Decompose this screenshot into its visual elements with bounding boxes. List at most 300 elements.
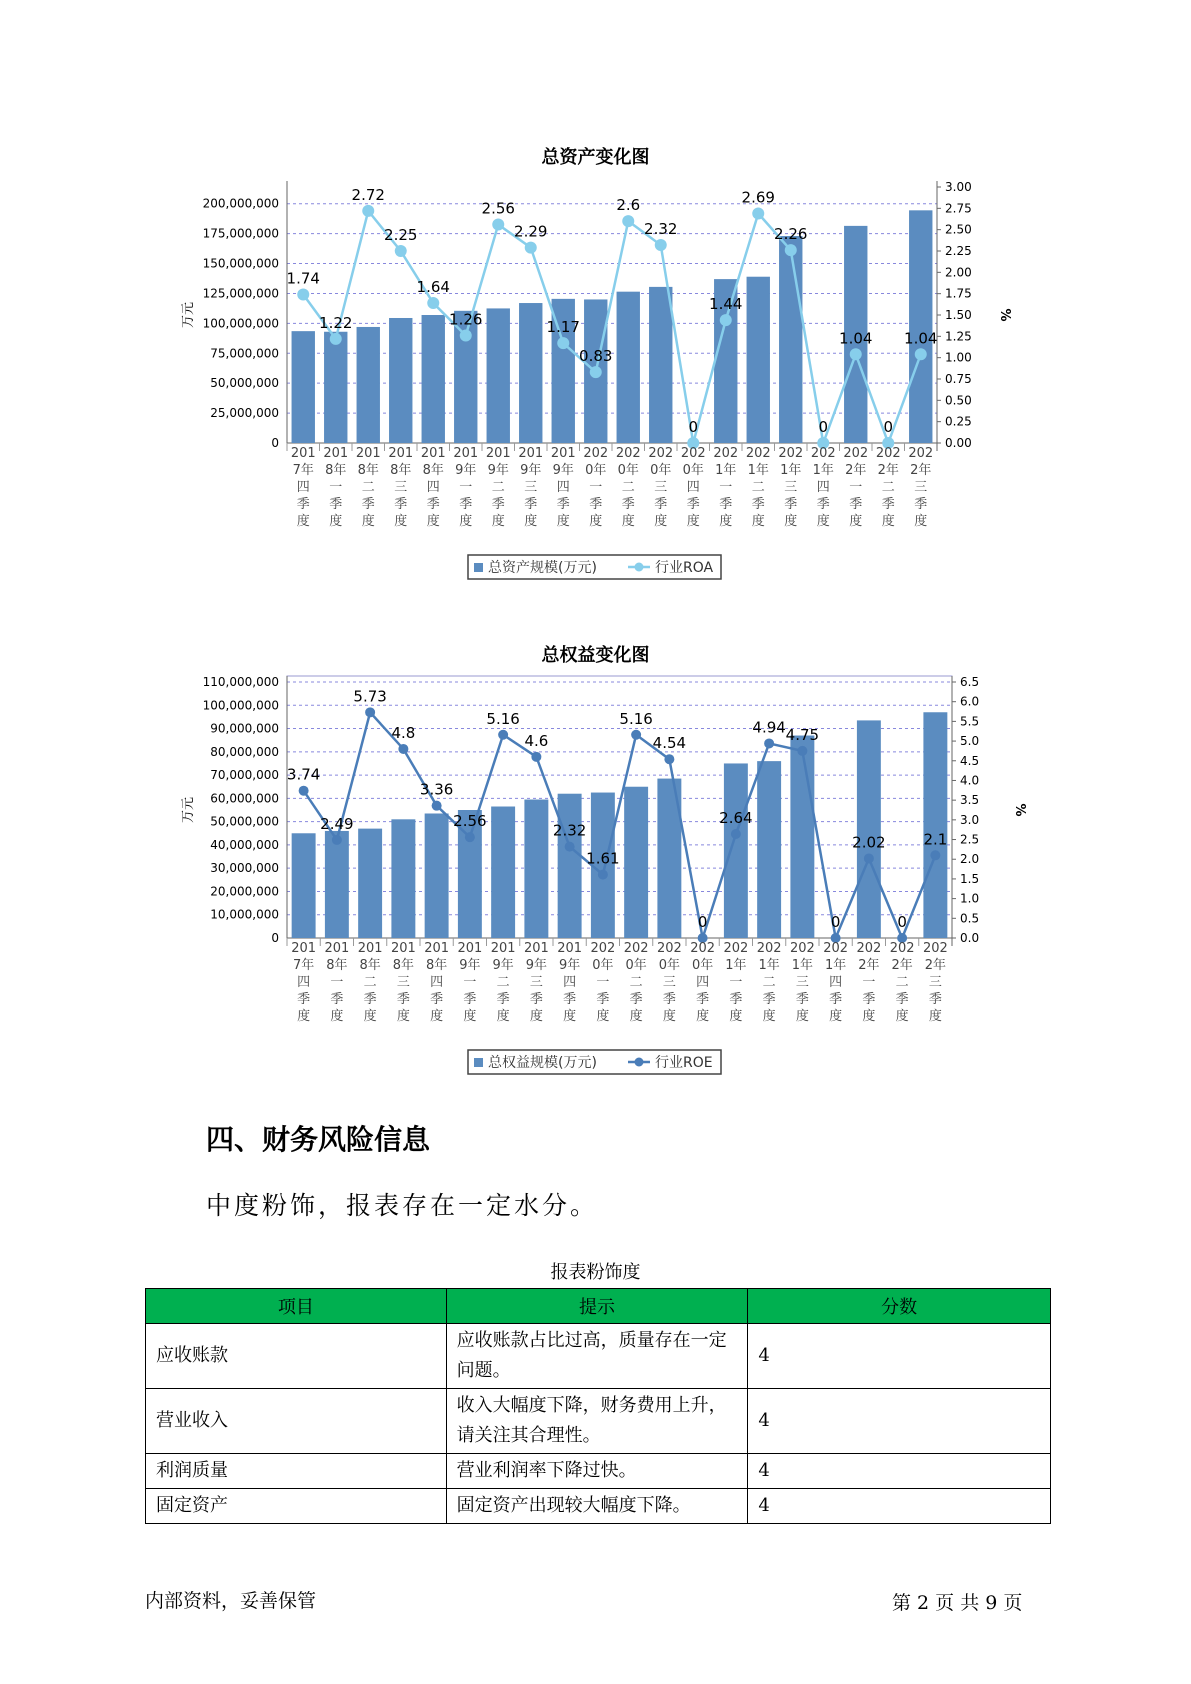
x-tick-label: 四 — [426, 480, 440, 495]
x-tick-label: 9年 — [459, 958, 481, 973]
x-tick-label: 四 — [829, 975, 843, 990]
x-tick-label: 9年 — [558, 958, 581, 973]
x-tick-label: 季 — [361, 497, 375, 512]
x-tick-label: 季 — [762, 992, 776, 1007]
x-tick-label: 度 — [784, 514, 798, 529]
x-tick-label: 季 — [491, 497, 505, 512]
y-tick-label: 30,000,000 — [210, 861, 279, 876]
section-summary: 中度粉饰，报表存在一定水分。 — [206, 1191, 599, 1220]
x-tick-label: 度 — [589, 514, 603, 529]
x-tick-label: 度 — [662, 1009, 676, 1024]
x-tick-label: 201 — [457, 941, 483, 956]
data-label: 0 — [830, 913, 841, 931]
x-tick-label: 季 — [881, 497, 895, 512]
data-label: 2.64 — [719, 809, 753, 828]
x-tick-label: 季 — [556, 497, 570, 512]
footer-confidential: 内部资料，妥善保管 — [145, 1590, 317, 1612]
y-tick-label: 175,000,000 — [202, 226, 279, 241]
x-tick-label: 度 — [330, 1009, 344, 1024]
bar — [524, 800, 548, 938]
x-tick-label: 度 — [329, 514, 343, 529]
x-tick-label: 一 — [459, 480, 473, 495]
x-tick-label: 度 — [396, 1009, 410, 1024]
table-row — [146, 1389, 1051, 1454]
x-tick-label: 三 — [524, 480, 538, 495]
x-tick-label: 1年 — [715, 463, 737, 478]
bar — [857, 720, 881, 938]
legend-swatch-point — [635, 1058, 644, 1067]
x-tick-label: 四 — [296, 480, 310, 495]
x-tick-label: 季 — [529, 992, 543, 1007]
y2-tick-label: 6.5 — [960, 675, 980, 689]
data-label: 0 — [688, 418, 699, 436]
y2-tick-label: 4.5 — [960, 753, 980, 768]
line-point — [785, 244, 797, 256]
x-tick-label: 季 — [329, 497, 343, 512]
y-tick-label: 125,000,000 — [202, 286, 279, 301]
y2-tick-label: 1.00 — [945, 350, 972, 365]
risk-table — [145, 1288, 1051, 1524]
x-tick-label: 2年 — [845, 463, 867, 478]
x-tick-label: 201 — [323, 446, 349, 461]
line-point — [590, 366, 602, 378]
row-hint: 应收账款占比过高，质量存在一定问题。 — [446, 1324, 748, 1389]
x-tick-label: 季 — [589, 497, 603, 512]
x-tick-label: 季 — [596, 992, 610, 1007]
data-label: 2.25 — [384, 226, 418, 244]
y2-tick-label: 0.5 — [960, 911, 980, 926]
legend-label-line: 行业ROA — [655, 560, 714, 576]
x-tick-label: 季 — [621, 497, 635, 512]
x-tick-label: 202 — [789, 941, 815, 956]
x-tick-label: 202 — [656, 941, 682, 956]
bar — [558, 794, 582, 938]
x-tick-label: 202 — [713, 446, 739, 461]
x-tick-label: 8年 — [390, 463, 412, 478]
x-tick-label: 1年 — [791, 958, 814, 973]
data-label: 1.61 — [586, 849, 620, 868]
x-tick-label: 8年 — [392, 958, 415, 973]
y2-tick-label: 3.0 — [960, 812, 980, 827]
bar — [649, 287, 672, 443]
line-point — [492, 219, 504, 231]
legend-swatch-bar — [474, 563, 483, 572]
x-tick-label: 9年 — [520, 463, 542, 478]
footer-page-number: 第 2 页 共 9 页 — [892, 1592, 1023, 1614]
y-tick-label: 100,000,000 — [202, 698, 279, 713]
y-tick-label: 25,000,000 — [210, 406, 279, 421]
y-tick-label: 10,000,000 — [210, 907, 279, 922]
x-tick-label: 201 — [485, 446, 511, 461]
data-label: 1.26 — [449, 310, 483, 329]
x-tick-label: 三 — [662, 975, 676, 990]
chart-title-equity: 总权益变化图 — [541, 645, 650, 666]
line-point — [297, 289, 309, 301]
chart-total-equity — [0, 670, 1191, 1090]
x-tick-label: 度 — [629, 1009, 643, 1024]
row-item: 固定资产 — [146, 1489, 447, 1524]
x-tick-label: 度 — [795, 1009, 809, 1024]
x-tick-label: 度 — [529, 1009, 543, 1024]
x-tick-label: 202 — [889, 941, 915, 956]
x-tick-label: 三 — [394, 480, 408, 495]
row-item: 应收账款 — [146, 1324, 447, 1389]
x-tick-label: 0年 — [658, 958, 681, 973]
y-tick-label: 70,000,000 — [210, 768, 279, 783]
x-tick-label: 二 — [496, 975, 510, 990]
x-tick-label: 度 — [297, 1009, 311, 1024]
x-tick-label: 季 — [394, 497, 408, 512]
x-tick-label: 季 — [928, 992, 942, 1007]
line-point — [330, 333, 342, 345]
x-tick-label: 度 — [394, 514, 408, 529]
x-tick-label: 202 — [856, 941, 882, 956]
x-tick-label: 四 — [816, 480, 830, 495]
x-tick-label: 度 — [762, 1009, 776, 1024]
data-label: 2.32 — [552, 821, 587, 840]
data-label: 1.44 — [709, 295, 743, 314]
x-tick-label: 四 — [297, 975, 311, 990]
data-label: 2.56 — [481, 199, 515, 218]
line-point — [850, 348, 862, 360]
chart-title-assets: 总资产变化图 — [541, 147, 650, 168]
x-tick-label: 度 — [556, 514, 570, 529]
x-tick-label: 度 — [563, 1009, 577, 1024]
x-tick-label: 三 — [795, 975, 809, 990]
y2-tick-label: 2.5 — [960, 832, 980, 847]
x-tick-label: 7年 — [292, 958, 315, 973]
data-label: 0 — [818, 418, 829, 436]
x-tick-label: 季 — [463, 992, 477, 1007]
x-tick-label: 8年 — [425, 958, 448, 973]
x-tick-label: 202 — [583, 446, 609, 461]
x-tick-label: 一 — [719, 480, 733, 495]
x-tick-label: 2年 — [858, 958, 880, 973]
bar — [757, 761, 781, 938]
y-tick-label: 50,000,000 — [210, 376, 279, 391]
bar — [491, 807, 515, 938]
x-tick-label: 202 — [843, 446, 869, 461]
x-tick-label: 度 — [686, 514, 700, 529]
y2-tick-label: 1.50 — [945, 308, 972, 322]
y2-tick-label: 3.5 — [960, 793, 980, 808]
y2-tick-label: 1.75 — [945, 286, 972, 301]
x-tick-label: 季 — [895, 992, 909, 1007]
row-item: 利润质量 — [146, 1454, 447, 1489]
y2-tick-label: 2.00 — [945, 265, 972, 280]
y2-tick-label: 2.0 — [960, 852, 980, 867]
x-tick-label: 一 — [849, 480, 863, 495]
line-point — [764, 738, 774, 748]
x-tick-label: 四 — [430, 975, 444, 990]
bar — [324, 332, 347, 443]
x-tick-label: 0年 — [682, 463, 704, 478]
data-label: 3.74 — [286, 765, 321, 784]
data-label: 2.26 — [774, 225, 808, 244]
x-tick-label: 度 — [751, 514, 765, 529]
legend-label-line: 行业ROE — [655, 1055, 713, 1071]
line-point — [752, 207, 764, 219]
x-tick-label: 1年 — [747, 463, 769, 478]
x-tick-label: 度 — [621, 514, 635, 529]
x-tick-label: 季 — [816, 497, 830, 512]
y-tick-label: 60,000,000 — [210, 791, 279, 806]
x-tick-label: 季 — [496, 992, 510, 1007]
x-tick-label: 一 — [329, 480, 343, 495]
data-label: 5.73 — [353, 687, 387, 706]
bar — [358, 829, 382, 938]
x-tick-label: 季 — [363, 992, 377, 1007]
x-tick-label: 二 — [881, 480, 895, 495]
x-tick-label: 季 — [686, 497, 700, 512]
x-tick-label: 季 — [914, 497, 928, 512]
x-tick-label: 度 — [296, 514, 310, 529]
line-point — [655, 239, 667, 251]
data-label: 3.36 — [419, 780, 454, 799]
y-tick-label: 0 — [271, 436, 279, 450]
bar — [487, 308, 510, 443]
y2-tick-label: 0.75 — [945, 372, 972, 386]
x-tick-label: 一 — [463, 975, 477, 990]
row-hint: 收入大幅度下降，财务费用上升，请关注其合理性。 — [446, 1389, 748, 1454]
line-point — [299, 786, 309, 796]
x-tick-label: 度 — [491, 514, 505, 529]
table-row — [146, 1324, 1051, 1389]
x-tick-label: 0年 — [625, 958, 647, 973]
x-tick-label: 202 — [648, 446, 674, 461]
line-point — [531, 752, 541, 762]
x-tick-label: 季 — [629, 992, 643, 1007]
x-tick-label: 202 — [590, 941, 616, 956]
x-tick-label: 季 — [396, 992, 410, 1007]
bar — [391, 819, 415, 938]
x-tick-label: 二 — [363, 975, 377, 990]
x-tick-label: 度 — [928, 1009, 942, 1024]
line-point — [598, 870, 608, 880]
bar — [357, 327, 380, 443]
data-label: 2.72 — [351, 185, 385, 204]
x-tick-label: 201 — [355, 446, 381, 461]
data-label: 1.04 — [904, 329, 938, 348]
x-tick-label: 202 — [615, 446, 641, 461]
line-point — [731, 829, 741, 839]
y-axis-title: 万元 — [181, 301, 196, 329]
x-tick-label: 201 — [490, 941, 516, 956]
line-point — [362, 205, 374, 217]
x-tick-label: 8年 — [326, 958, 348, 973]
x-tick-label: 0年 — [592, 958, 614, 973]
x-tick-label: 201 — [424, 941, 450, 956]
bar — [724, 763, 748, 938]
x-tick-label: 二 — [762, 975, 776, 990]
x-tick-label: 1年 — [824, 958, 847, 973]
x-tick-label: 9年 — [487, 463, 509, 478]
x-tick-label: 202 — [756, 941, 782, 956]
x-tick-label: 201 — [420, 446, 446, 461]
bar — [425, 813, 449, 938]
line-point — [915, 348, 927, 360]
x-tick-label: 度 — [459, 514, 473, 529]
x-tick-label: 二 — [491, 480, 505, 495]
x-tick-label: 度 — [463, 1009, 477, 1024]
x-tick-label: 季 — [330, 992, 344, 1007]
data-label: 5.16 — [486, 709, 520, 728]
x-tick-label: 9年 — [525, 958, 548, 973]
x-tick-label: 季 — [430, 992, 444, 1007]
x-tick-label: 0年 — [691, 958, 714, 973]
x-tick-label: 季 — [426, 497, 440, 512]
x-tick-label: 0年 — [585, 463, 607, 478]
x-tick-label: 8年 — [325, 463, 347, 478]
x-tick-label: 202 — [745, 446, 771, 461]
x-tick-label: 201 — [357, 941, 383, 956]
x-tick-label: 季 — [751, 497, 765, 512]
x-tick-label: 202 — [922, 941, 948, 956]
y2-tick-label: 2.25 — [945, 244, 972, 258]
bar — [292, 331, 315, 443]
x-tick-label: 2年 — [891, 958, 913, 973]
row-score: 4 — [748, 1324, 1051, 1389]
x-tick-label: 季 — [696, 992, 710, 1007]
line-point — [930, 850, 940, 860]
x-tick-label: 一 — [330, 975, 344, 990]
data-label: 1.17 — [546, 318, 580, 337]
y-tick-label: 100,000,000 — [202, 316, 279, 331]
x-tick-label: 202 — [690, 941, 716, 956]
x-tick-label: 季 — [524, 497, 538, 512]
row-score: 4 — [748, 1454, 1051, 1489]
y2-tick-label: 5.0 — [960, 734, 980, 749]
y2-tick-label: 4.0 — [960, 773, 980, 788]
line-point — [864, 853, 874, 863]
chart-total-assets — [0, 175, 1191, 635]
line-point — [498, 730, 508, 740]
x-tick-label: 三 — [928, 975, 942, 990]
x-tick-label: 四 — [686, 480, 700, 495]
x-tick-label: 季 — [862, 992, 876, 1007]
line-point — [622, 215, 634, 227]
data-label: 1.64 — [416, 278, 450, 297]
bar — [923, 712, 947, 938]
x-tick-label: 1年 — [758, 958, 780, 973]
line-point — [565, 842, 575, 852]
x-tick-label: 1年 — [780, 463, 802, 478]
data-label: 4.8 — [391, 723, 416, 742]
x-tick-label: 8年 — [359, 958, 381, 973]
y2-axis-title: % — [1012, 803, 1027, 817]
bar — [325, 831, 349, 938]
header-score: 分数 — [748, 1289, 1051, 1324]
line-point — [525, 242, 537, 254]
x-tick-label: 201 — [291, 941, 317, 956]
line-point — [797, 746, 807, 756]
y2-tick-label: 6.0 — [960, 694, 980, 709]
data-label: 0 — [883, 418, 894, 436]
x-tick-label: 季 — [829, 992, 843, 1007]
x-tick-label: 三 — [914, 480, 928, 495]
data-label: 4.75 — [785, 725, 820, 744]
x-tick-label: 度 — [862, 1009, 876, 1024]
line-point — [432, 801, 442, 811]
y2-tick-label: 2.50 — [945, 222, 972, 237]
line-point — [557, 337, 569, 349]
legend-label-bar: 总权益规模(万元) — [488, 1055, 597, 1071]
y2-tick-label: 0.50 — [945, 393, 972, 408]
data-label: 2.1 — [923, 830, 948, 849]
legend-swatch-bar — [474, 1058, 483, 1067]
data-label: 2.49 — [320, 814, 354, 833]
x-tick-label: 2年 — [924, 958, 947, 973]
row-score: 4 — [748, 1489, 1051, 1524]
line-point — [395, 245, 407, 257]
line-point — [631, 730, 641, 740]
x-tick-label: 季 — [784, 497, 798, 512]
line-point — [460, 329, 472, 341]
x-tick-label: 季 — [459, 497, 473, 512]
x-tick-label: 度 — [696, 1009, 710, 1024]
x-tick-label: 一 — [596, 975, 610, 990]
x-tick-label: 201 — [453, 446, 479, 461]
data-label: 0 — [697, 913, 708, 931]
y2-axis-title: % — [997, 308, 1012, 322]
x-tick-label: 度 — [895, 1009, 909, 1024]
x-tick-label: 一 — [589, 480, 603, 495]
x-tick-label: 季 — [729, 992, 743, 1007]
x-tick-label: 一 — [729, 975, 743, 990]
x-tick-label: 三 — [784, 480, 798, 495]
line-point — [664, 754, 674, 764]
x-tick-label: 9年 — [492, 958, 514, 973]
x-tick-label: 202 — [680, 446, 706, 461]
y-tick-label: 150,000,000 — [202, 256, 279, 271]
x-tick-label: 202 — [810, 446, 836, 461]
x-tick-label: 一 — [862, 975, 876, 990]
data-label: 1.74 — [286, 269, 320, 288]
x-tick-label: 二 — [621, 480, 635, 495]
x-tick-label: 季 — [296, 497, 310, 512]
x-tick-label: 8年 — [422, 463, 444, 478]
bar — [389, 318, 412, 443]
y-tick-label: 90,000,000 — [210, 721, 279, 736]
y-tick-label: 40,000,000 — [210, 837, 279, 852]
y2-tick-label: 1.25 — [945, 329, 972, 344]
x-tick-label: 8年 — [357, 463, 379, 478]
x-tick-label: 1年 — [812, 463, 834, 478]
y-tick-label: 75,000,000 — [210, 346, 279, 361]
x-tick-label: 度 — [596, 1009, 610, 1024]
x-tick-label: 202 — [823, 941, 849, 956]
x-tick-label: 201 — [557, 941, 583, 956]
y2-tick-label: 5.5 — [960, 714, 980, 729]
table-header-row — [146, 1289, 1051, 1324]
x-tick-label: 7年 — [292, 463, 314, 478]
y-tick-label: 0 — [271, 931, 279, 945]
bar — [422, 315, 445, 443]
bar — [292, 833, 316, 938]
x-tick-label: 度 — [881, 514, 895, 529]
data-label: 4.94 — [752, 718, 786, 737]
data-label: 2.02 — [852, 833, 886, 852]
x-tick-label: 季 — [662, 992, 676, 1007]
x-tick-label: 三 — [529, 975, 543, 990]
x-tick-label: 度 — [719, 514, 733, 529]
x-tick-label: 度 — [524, 514, 538, 529]
bar — [617, 292, 640, 443]
y2-tick-label: 2.75 — [945, 201, 972, 216]
x-tick-label: 度 — [430, 1009, 444, 1024]
x-tick-label: 202 — [623, 941, 649, 956]
x-tick-label: 度 — [914, 514, 928, 529]
